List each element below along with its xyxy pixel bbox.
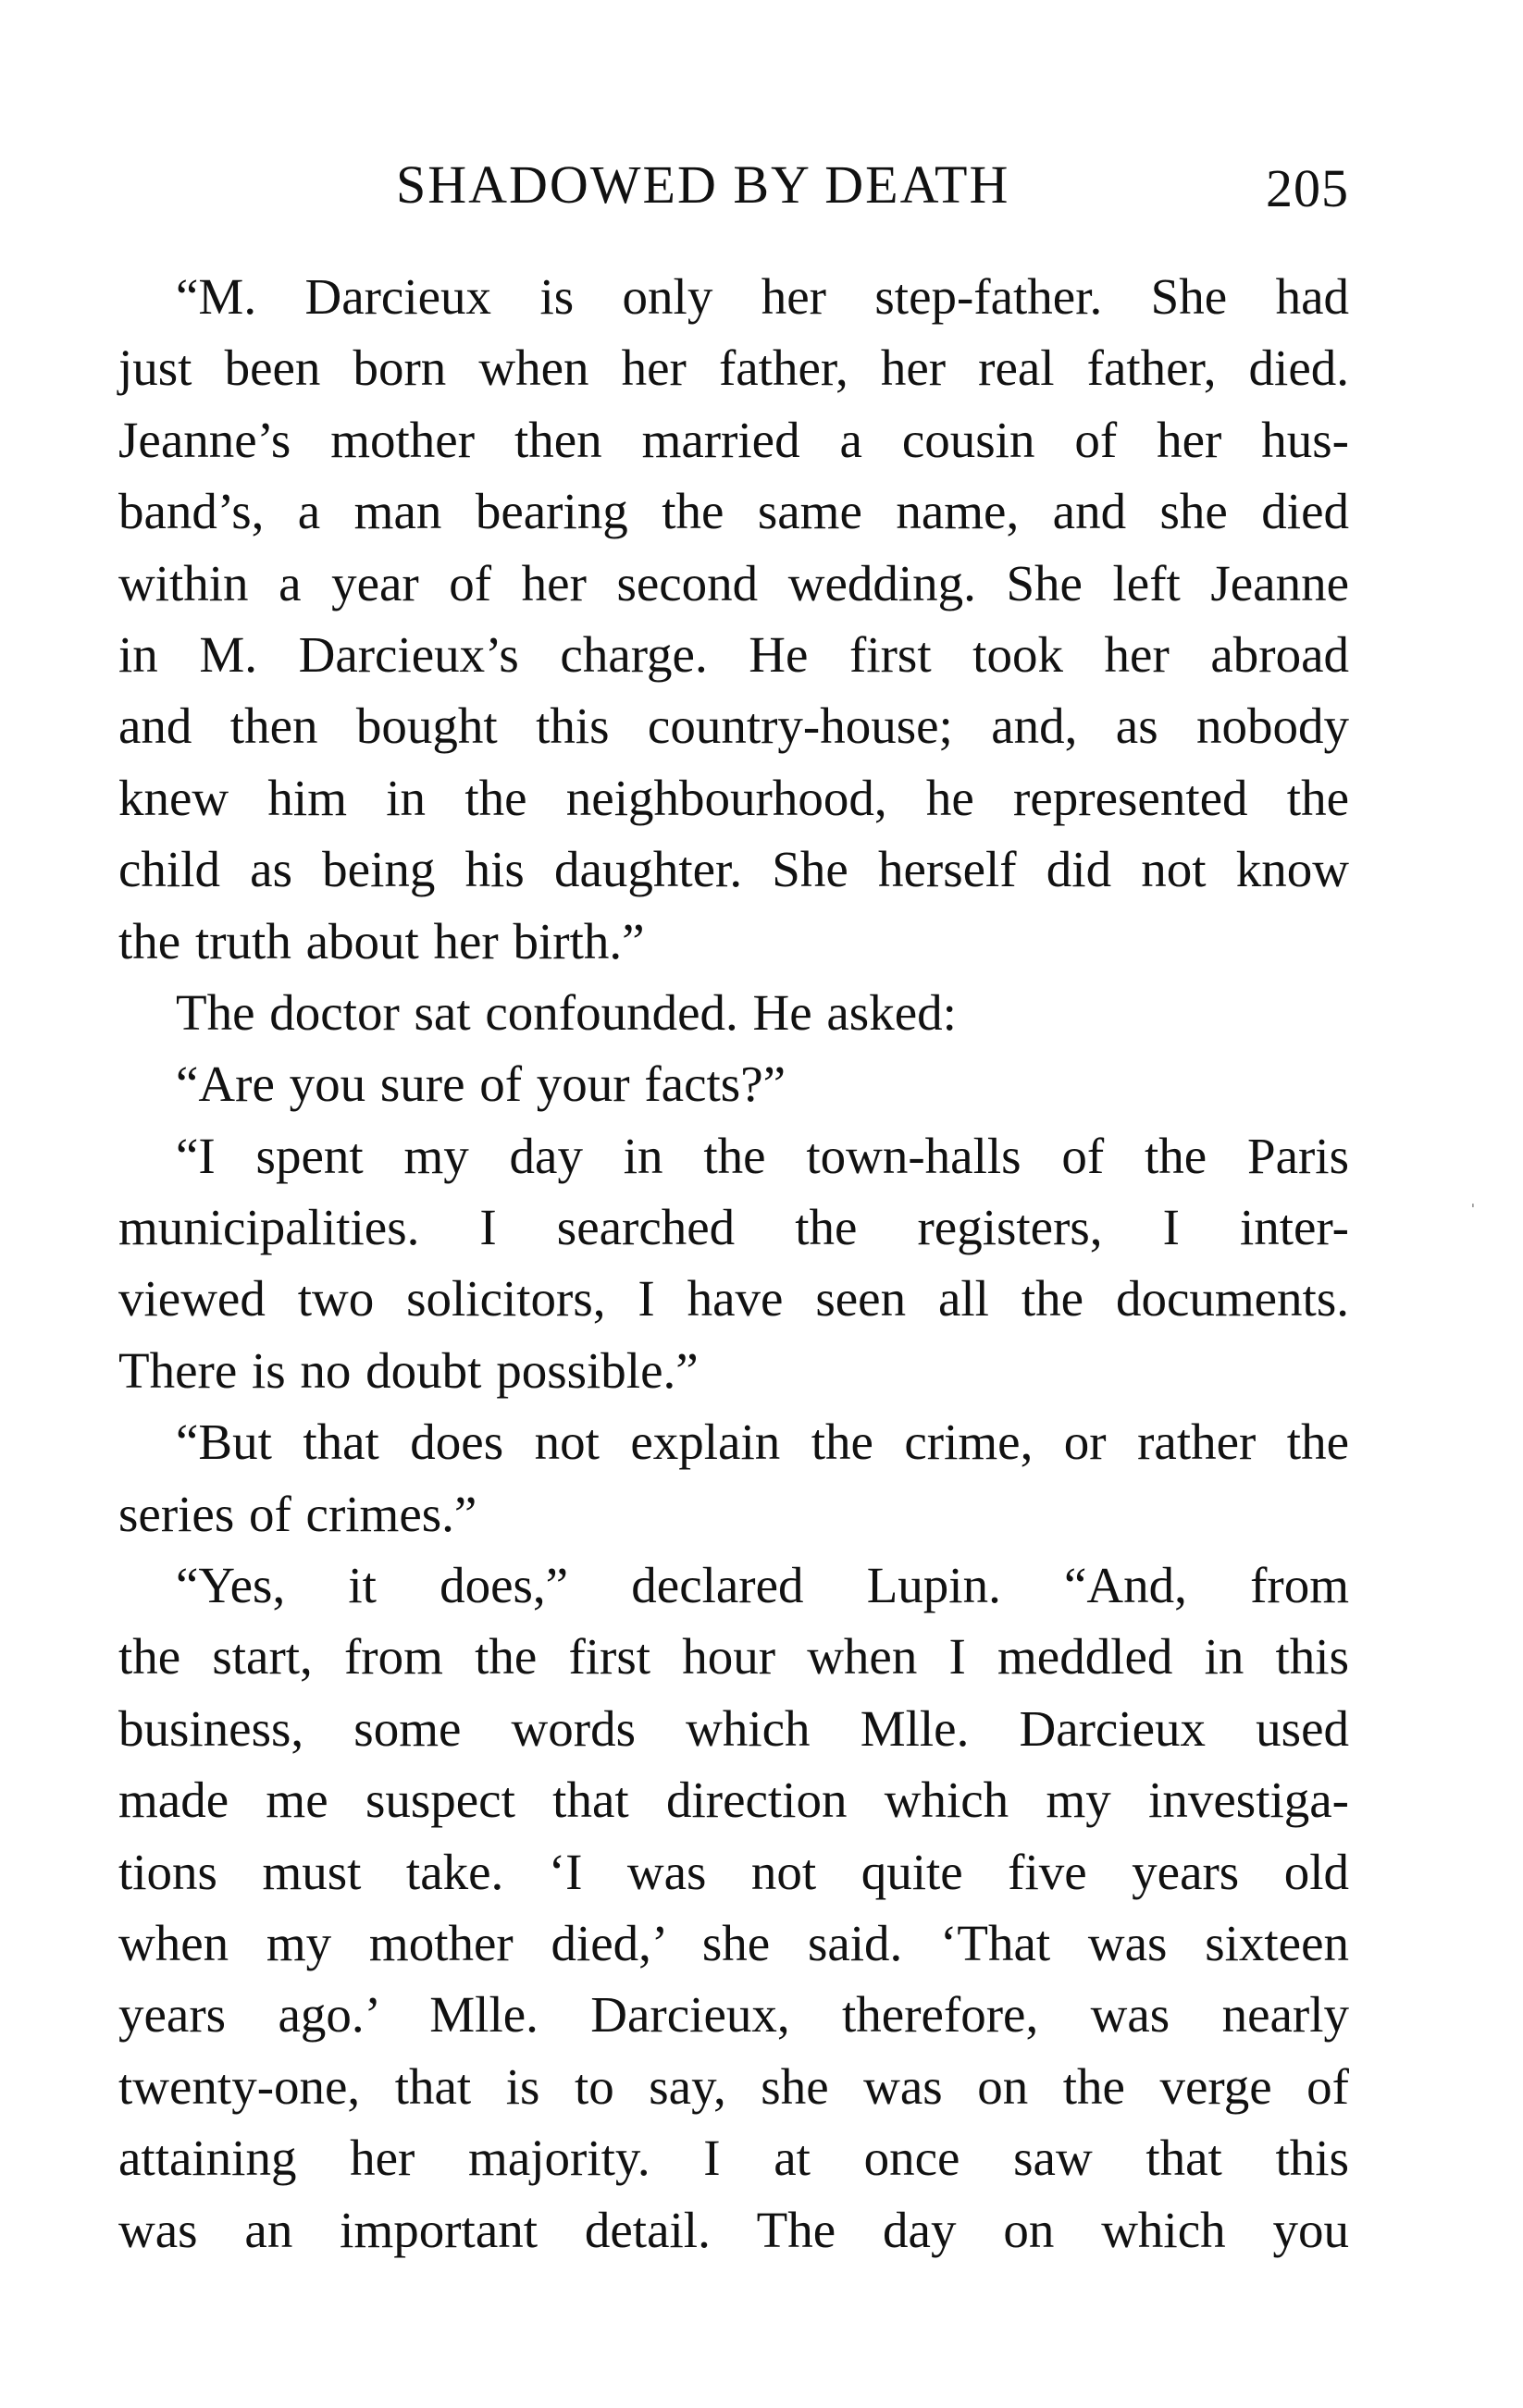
text-line: knew him in the neighbourhood, he represented the	[118, 769, 1349, 826]
text-line: “Yes, it does,” declared Lupin. “And, from	[176, 1557, 1349, 1614]
text-line: Jeanne’s mother then married a cousin of her hus-	[118, 411, 1349, 468]
text-line: years ago.’ Mlle. Darcieux, therefore, was nearly	[118, 1986, 1349, 2044]
text-line: There is no doubt possible.”	[118, 1341, 699, 1399]
text-line: The doctor sat confounded. He asked:	[176, 983, 957, 1041]
text-line: “Are you sure of your facts?”	[176, 1056, 786, 1113]
running-head	[118, 148, 1349, 222]
text-line: tions must take. ‘I was not quite five years old	[118, 1843, 1349, 1900]
text-line: within a year of her second wedding. She left Jeanne	[118, 554, 1349, 611]
text-line: viewed two solicitors, I have seen all the documents.	[118, 1270, 1349, 1327]
text-line: when my mother died,’ she said. ‘That was sixteen	[118, 1914, 1349, 1971]
text-line: was an important detail. The day on which you	[118, 2201, 1349, 2258]
text-line: twenty-one, that is to say, she was on the verge of	[118, 2057, 1349, 2115]
body-text	[118, 261, 1349, 2266]
text-line: and then bought this country-house; and, as nobody	[118, 698, 1349, 755]
text-line: municipalities. I searched the registers, I inter-	[118, 1199, 1349, 1256]
text-line: series of crimes.”	[118, 1485, 477, 1542]
text-line: the truth about her birth.”	[118, 912, 645, 969]
speck-mark: ˈ	[1471, 1203, 1475, 1217]
text-line: attaining her majority. I at once saw that this	[118, 2130, 1349, 2187]
text-line: child as being his daughter. She herself did not know	[118, 841, 1349, 898]
text-line: in M. Darcieux’s charge. He first took her abroad	[118, 625, 1349, 683]
text-line: “M. Darcieux is only her step-father. She had	[176, 268, 1349, 325]
text-line: business, some words which Mlle. Darcieux used	[118, 1699, 1349, 1757]
text-line: band’s, a man bearing the same name, and she died	[118, 483, 1349, 540]
page-number: 205	[1266, 158, 1349, 218]
text-line: just been born when her father, her real father, died.	[118, 340, 1349, 397]
running-title: SHADOWED BY DEATH	[396, 154, 1010, 215]
text-line: made me suspect that direction which my investiga-	[118, 1772, 1349, 1829]
text-line: the start, from the first hour when I meddled in this	[118, 1628, 1349, 1686]
text-line: “I spent my day in the town-halls of the Paris	[176, 1127, 1349, 1184]
text-line: “But that does not explain the crime, or rather the	[176, 1414, 1349, 1471]
